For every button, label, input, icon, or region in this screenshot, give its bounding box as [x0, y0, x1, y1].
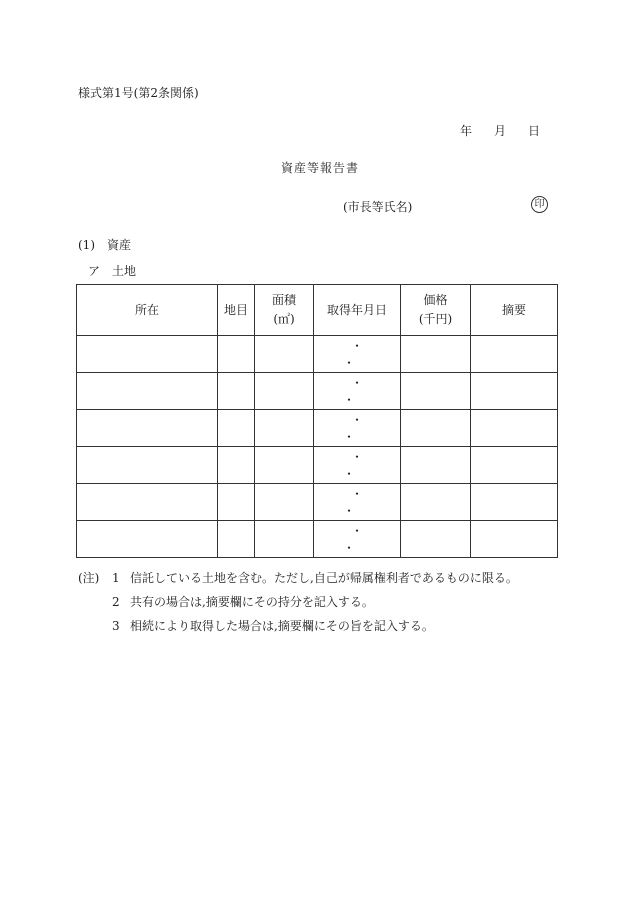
subsection-label: 土地 [112, 264, 137, 278]
note-item: 2 共有の場合は,摘要欄にその持分を記入する。 [112, 595, 374, 609]
cell-acquisition-date [314, 484, 401, 521]
cell-area [255, 521, 314, 558]
date-day: 日 [528, 124, 541, 138]
subsection-number: ア [88, 264, 101, 278]
cell-acquisition-date [314, 410, 401, 447]
section-number: (1) [78, 238, 95, 252]
cell-remarks [471, 336, 558, 373]
subsection-heading [88, 262, 136, 279]
date-year: 年 [460, 124, 473, 138]
column-header-acquisition-date: 取得年月日 [314, 285, 401, 336]
date-separator-dots: ・ ・ [342, 487, 379, 518]
cell-remarks [471, 373, 558, 410]
note-text: 信託している土地を含む。ただし,自己が帰属権利者であるものに限る。 [130, 571, 518, 585]
seal-mark: 印 [531, 196, 548, 213]
section-heading [78, 236, 131, 253]
column-header-remarks: 摘要 [471, 285, 558, 336]
cell-acquisition-date [314, 336, 401, 373]
section-label: 資産 [107, 238, 132, 252]
table-row [77, 336, 558, 373]
cell-location [77, 521, 218, 558]
form-number: 様式第1号(第2条関係) [78, 86, 199, 100]
date-separator-dots: ・ ・ [342, 413, 379, 444]
cell-location [77, 410, 218, 447]
cell-remarks [471, 484, 558, 521]
note-item: (注) 1 信託している土地を含む。ただし,自己が帰属権利者であるものに限る。 [78, 566, 518, 590]
land-table [76, 284, 558, 558]
cell-price [401, 484, 471, 521]
table-row [77, 410, 558, 447]
cell-location [77, 447, 218, 484]
date-line [460, 122, 540, 139]
document-title: 資産等報告書 [281, 161, 360, 175]
cell-area [255, 336, 314, 373]
date-separator-dots: ・ ・ [342, 524, 379, 555]
cell-location [77, 373, 218, 410]
notes-heading: (注) [78, 571, 100, 585]
date-month: 月 [494, 124, 507, 138]
cell-area [255, 410, 314, 447]
cell-location [77, 336, 218, 373]
cell-area [255, 373, 314, 410]
cell-area [255, 447, 314, 484]
cell-location [77, 484, 218, 521]
cell-land-category [218, 521, 255, 558]
date-separator-dots: ・ ・ [342, 450, 379, 481]
table-row [77, 521, 558, 558]
cell-land-category [218, 410, 255, 447]
table-row [77, 373, 558, 410]
notes [78, 566, 518, 638]
table-row [77, 447, 558, 484]
cell-area [255, 484, 314, 521]
cell-acquisition-date [314, 521, 401, 558]
note-text: 共有の場合は,摘要欄にその持分を記入する。 [130, 595, 374, 609]
cell-acquisition-date [314, 447, 401, 484]
cell-land-category [218, 373, 255, 410]
cell-price [401, 336, 471, 373]
note-text: 相続により取得した場合は,摘要欄にその旨を記入する。 [130, 619, 434, 633]
cell-remarks [471, 521, 558, 558]
cell-land-category [218, 484, 255, 521]
table-header-row [77, 285, 558, 336]
note-item: 3 相続により取得した場合は,摘要欄にその旨を記入する。 [112, 619, 434, 633]
cell-price [401, 447, 471, 484]
cell-price [401, 410, 471, 447]
column-header-location: 所在 [77, 285, 218, 336]
cell-land-category [218, 447, 255, 484]
table-row [77, 484, 558, 521]
column-header-price: 価格 (千円) [401, 285, 471, 336]
cell-remarks [471, 447, 558, 484]
signer-name: (市長等氏名) [343, 200, 413, 214]
cell-price [401, 373, 471, 410]
cell-remarks [471, 410, 558, 447]
column-header-area: 面積 (㎡) [255, 285, 314, 336]
date-separator-dots: ・ ・ [342, 376, 379, 407]
date-separator-dots: ・ ・ [342, 339, 379, 370]
cell-acquisition-date [314, 373, 401, 410]
column-header-land-category: 地目 [218, 285, 255, 336]
cell-land-category [218, 336, 255, 373]
table-body [77, 336, 558, 558]
cell-price [401, 521, 471, 558]
